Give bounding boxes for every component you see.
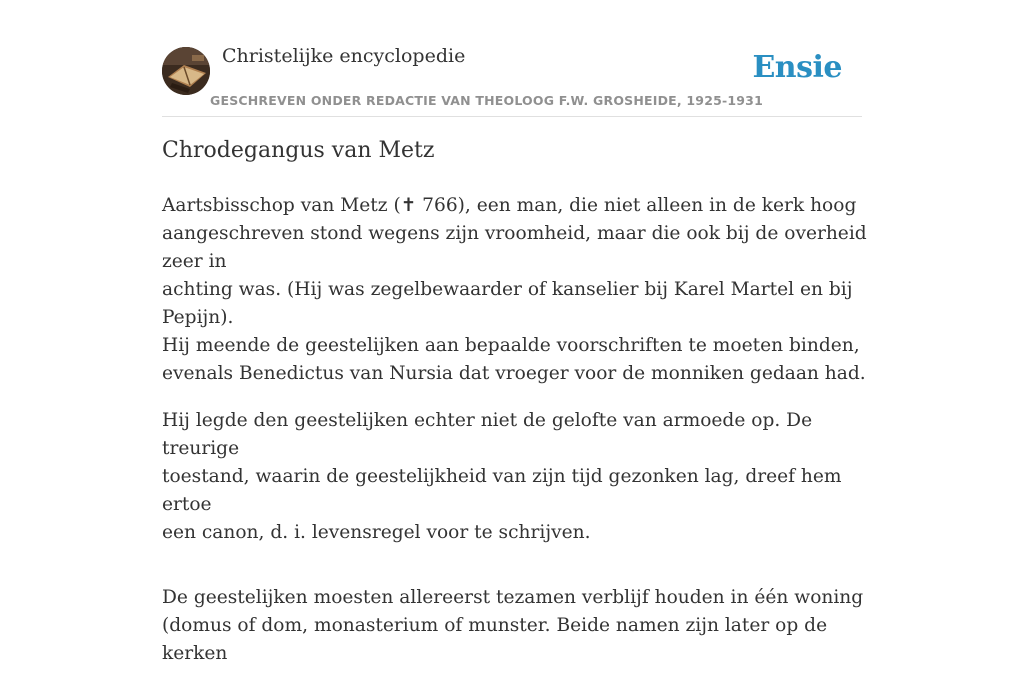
site-subtitle: GESCHREVEN ONDER REDACTIE VAN THEOLOOG F.W. GROSHEIDE, 1925-1931: [210, 93, 763, 108]
article-paragraph: De geestelijken moesten allereerst tezamen verblijf houden in één woning (domus of dom, monasterium of munster. Beide namen zijn later op de kerken: [162, 587, 864, 664]
article-paragraph: Hij legde den geestelijken echter niet de gelofte van armoede op. De treurige toestand, waarin de geestelijkheid van zijn tijd gezonken lag, dreef hem ertoe een canon, d. i. levensregel voor te schrijven.: [162, 410, 842, 543]
site-header: [162, 0, 862, 117]
article-body: [162, 192, 872, 687]
brand-logo[interactable]: Ensie: [752, 50, 842, 85]
book-photo-icon[interactable]: [162, 47, 210, 95]
article-paragraph: Aartsbisschop van Metz (✝ 766), een man, die niet alleen in de kerk hoog aangeschreven stond wegens zijn vroomheid, maar die ook bij de overheid zeer in achting was. (Hij was zegelbewaarder of kanselier bij Karel Martel en bij Pepijn). Hij meende de geestelijken aan bepaalde voorschriften te moeten binden, evenals Benedictus van Nursia dat vroeger voor de monniken gedaan had.: [162, 195, 867, 384]
site-title[interactable]: Christelijke encyclopedie: [222, 45, 466, 67]
article-title: Chrodegangus van Metz: [162, 138, 435, 163]
